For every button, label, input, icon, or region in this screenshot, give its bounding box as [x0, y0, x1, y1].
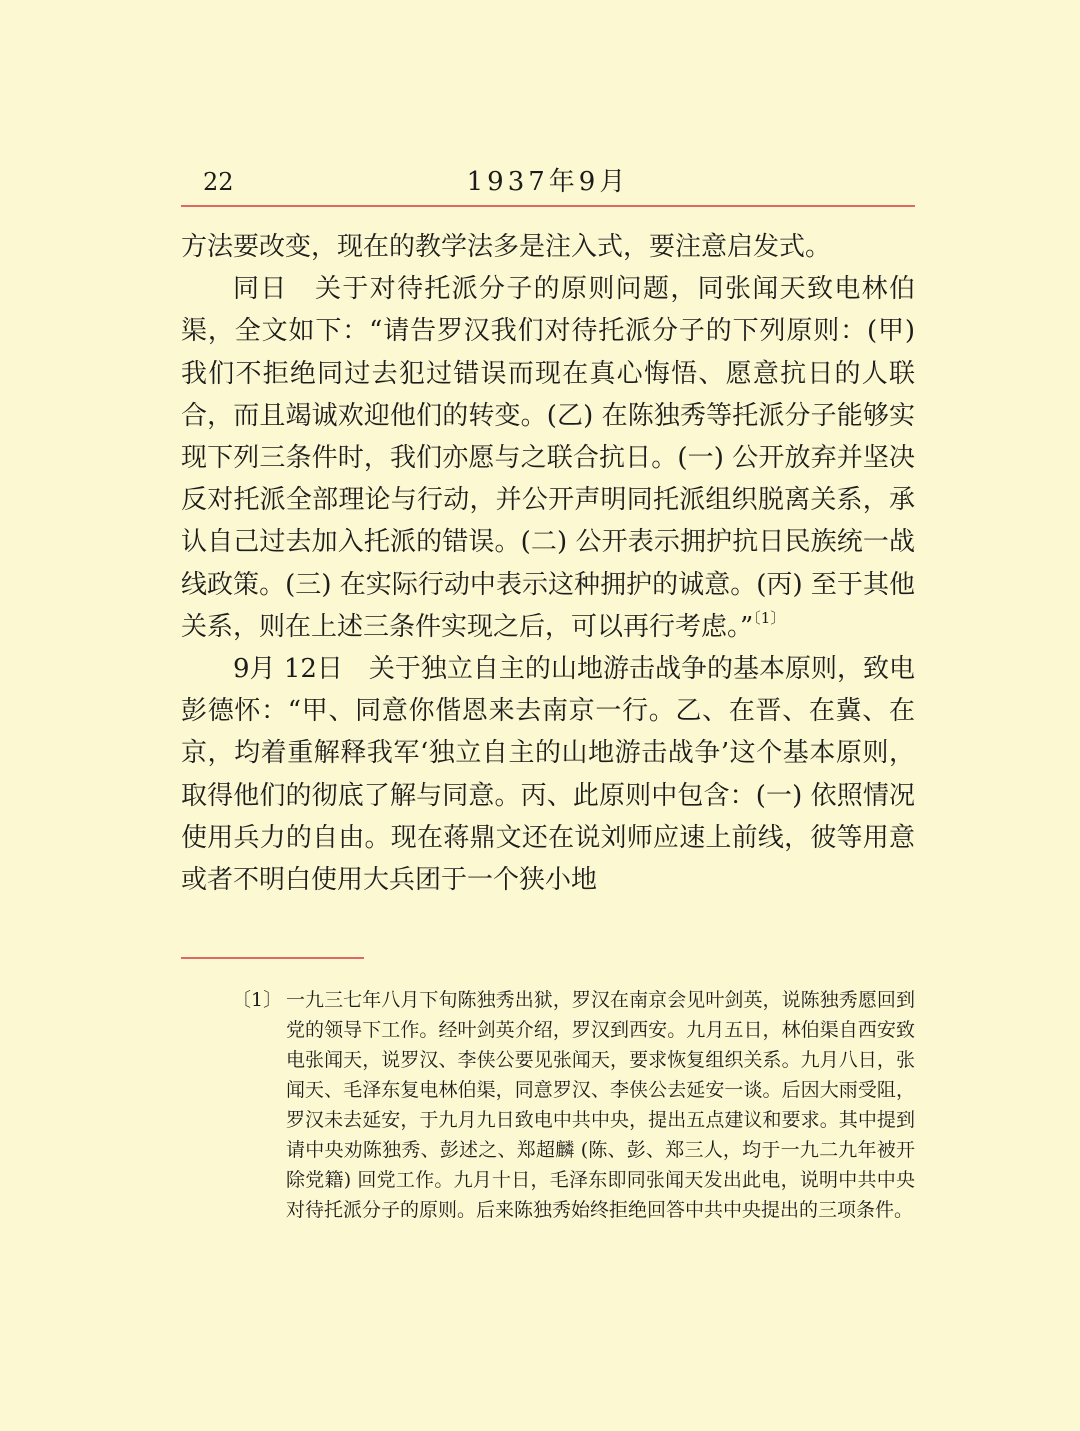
footnote-reference[interactable]: 〔1〕 — [753, 608, 786, 627]
paragraph — [181, 268, 915, 648]
paragraph-text: 同日 关于对待托派分子的原则问题，同张闻天致电林伯渠，全文如下：“请告罗汉我们对待托派分子的下列原则：(甲) 我们不拒绝同过去犯过错误而现在真心悔悟、愿意抗日的人联合，而且竭诚欢迎他们的转变。(乙) 在陈独秀等托派分子能够实现下列三条件时，我们亦愿与之联合抗日。(一) 公开放弃并坚决反对托派全部理论与行动，并公开声明同托派组织脱离关系，承认自己过去加入托派的错误。(二) 公开表示拥护抗日民族统一战线政策。(三) 在实际行动中表示这种拥护的诚意。(丙) 至于其他关系，则在上述三条件实现之后，可以再行考虑。” — [181, 274, 915, 642]
running-head: 1937年9月 — [466, 167, 630, 197]
body-text — [181, 226, 915, 901]
header-rule — [181, 205, 915, 207]
footnote — [232, 985, 915, 1225]
paragraph: 方法要改变，现在的教学法多是注入式，要注意启发式。 — [181, 232, 832, 262]
paragraph: 9月 12日 关于独立自主的山地游击战争的基本原则，致电彭德怀：“甲、同意你偕恩来去南京一行。乙、在晋、在冀、在京，均着重解释我军‘独立自主的山地游击战争’这个基本原则，取得他们的彻底了解与同意。丙、此原则中包含：(一) 依照情况使用兵力的自由。现在蒋鼎文还在说刘师应速上前线，彼等用意或者不明白使用大兵团于一个狭小地 — [181, 654, 915, 896]
page-number: 22 — [203, 168, 234, 196]
footnote-rule — [181, 957, 364, 959]
page-header — [181, 166, 915, 198]
footnote-mark: 〔1〕 — [232, 989, 283, 1011]
footnote-text: 一九三七年八月下旬陈独秀出狱，罗汉在南京会见叶剑英，说陈独秀愿回到党的领导下工作。经叶剑英介绍，罗汉到西安。九月五日，林伯渠自西安致电张闻天，说罗汉、李侠公要见张闻天，要求恢复组织关系。九月八日，张闻天、毛泽东复电林伯渠，同意罗汉、李侠公去延安一谈。后因大雨受阻，罗汉未去延安，于九月九日致电中共中央，提出五点建议和要求。其中提到请中央劝陈独秀、彭述之、郑超麟 (陈、彭、郑三人，均于一九二九年被开除党籍) 回党工作。九月十日，毛泽东即同张闻天发出此电，说明中共中央对待托派分子的原则。后来陈独秀始终拒绝回答中共中央提出的三项条件。 — [286, 989, 915, 1221]
